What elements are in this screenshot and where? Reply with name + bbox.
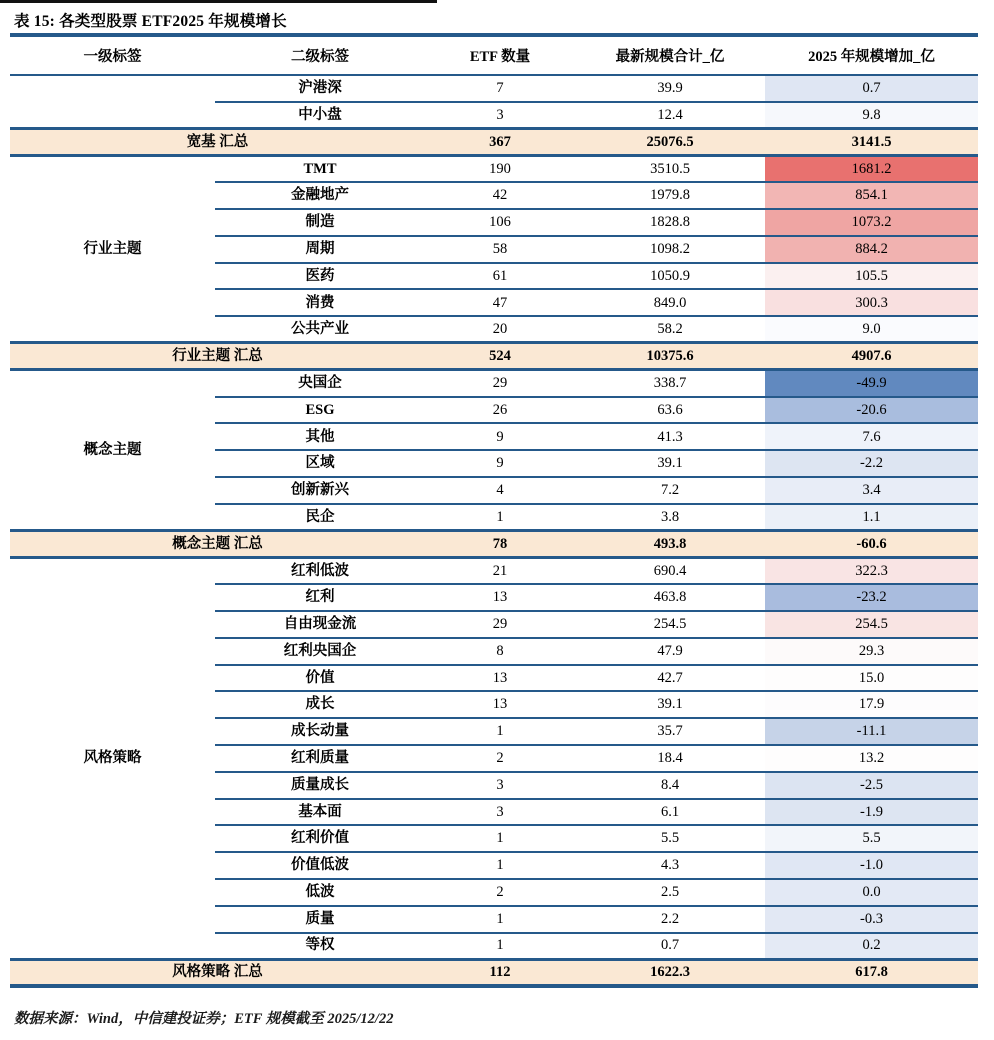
secondary-tag-cell: 等权 [215,933,425,960]
latest-scale-cell: 6.1 [575,799,765,826]
latest-scale-cell: 4.3 [575,852,765,879]
secondary-tag-cell: ESG [215,397,425,424]
growth-heat-cell: 0.2 [765,933,978,960]
column-header-latest-scale: 最新规模合计_亿 [575,35,765,75]
latest-scale-cell: 42.7 [575,665,765,692]
etf-count-cell: 190 [425,155,575,182]
growth-heat-cell: -2.2 [765,450,978,477]
growth-heat-cell: -11.1 [765,718,978,745]
latest-scale-cell: 12.4 [575,102,765,129]
latest-scale-cell: 41.3 [575,423,765,450]
latest-scale-cell: 3510.5 [575,155,765,182]
summary-row [10,531,978,558]
secondary-tag-cell: 质量 [215,906,425,933]
table-row [10,557,978,584]
summary-growth-cell: -60.6 [765,531,978,558]
growth-heat-cell: -0.3 [765,906,978,933]
latest-scale-cell: 338.7 [575,370,765,397]
secondary-tag-cell: 制造 [215,209,425,236]
etf-count-cell: 42 [425,182,575,209]
etf-count-cell: 4 [425,477,575,504]
header-row [10,35,978,75]
growth-heat-cell: 0.0 [765,879,978,906]
etf-scale-growth-table [10,33,978,988]
etf-count-cell: 58 [425,236,575,263]
growth-heat-cell: -1.0 [765,852,978,879]
growth-heat-cell: 3.4 [765,477,978,504]
latest-scale-cell: 1050.9 [575,263,765,290]
cropped-top-border-line [0,0,437,3]
summary-growth-cell: 617.8 [765,959,978,986]
growth-heat-cell: 13.2 [765,745,978,772]
latest-scale-cell: 463.8 [575,584,765,611]
summary-growth-cell: 4907.6 [765,343,978,370]
etf-count-cell: 29 [425,611,575,638]
etf-count-cell: 29 [425,370,575,397]
growth-heat-cell: 7.6 [765,423,978,450]
growth-heat-cell: 1.1 [765,504,978,531]
summary-etf-count-cell: 524 [425,343,575,370]
secondary-tag-cell: 红利质量 [215,745,425,772]
secondary-tag-cell: 质量成长 [215,772,425,799]
growth-heat-cell: 9.0 [765,316,978,343]
growth-heat-cell: 29.3 [765,638,978,665]
etf-count-cell: 9 [425,450,575,477]
etf-count-cell: 1 [425,906,575,933]
growth-heat-cell: 105.5 [765,263,978,290]
summary-label-cell: 概念主题 汇总 [10,531,425,558]
secondary-tag-cell: 医药 [215,263,425,290]
table-row [10,75,978,102]
growth-heat-cell: -1.9 [765,799,978,826]
summary-row [10,129,978,156]
secondary-tag-cell: 基本面 [215,799,425,826]
etf-count-cell: 1 [425,825,575,852]
latest-scale-cell: 690.4 [575,557,765,584]
secondary-tag-cell: 低波 [215,879,425,906]
latest-scale-cell: 0.7 [575,933,765,960]
table-header [10,35,978,75]
table-title: 表 15: 各类型股票 ETF2025 年规模增长 [14,13,287,30]
data-source-note: 数据来源：Wind，中信建投证券；ETF 规模截至 2025/12/22 [14,1011,394,1027]
etf-count-cell: 26 [425,397,575,424]
summary-label-cell: 宽基 汇总 [10,129,425,156]
secondary-tag-cell: 红利价值 [215,825,425,852]
latest-scale-cell: 35.7 [575,718,765,745]
etf-count-cell: 13 [425,691,575,718]
secondary-tag-cell: 央国企 [215,370,425,397]
etf-count-cell: 2 [425,745,575,772]
primary-tag-cell: 风格策略 [83,750,142,767]
etf-count-cell: 7 [425,75,575,102]
secondary-tag-cell: 公共产业 [215,316,425,343]
column-header-etf-count: ETF 数量 [425,35,575,75]
latest-scale-cell: 5.5 [575,825,765,852]
growth-heat-cell: -2.5 [765,772,978,799]
secondary-tag-cell: 价值低波 [215,852,425,879]
secondary-tag-cell: 成长 [215,691,425,718]
etf-count-cell: 13 [425,665,575,692]
latest-scale-cell: 2.2 [575,906,765,933]
etf-count-cell: 2 [425,879,575,906]
latest-scale-cell: 63.6 [575,397,765,424]
summary-latest-scale-cell: 1622.3 [575,959,765,986]
summary-row [10,959,978,986]
summary-label-cell: 行业主题 汇总 [10,343,425,370]
latest-scale-cell: 1098.2 [575,236,765,263]
etf-count-cell: 61 [425,263,575,290]
secondary-tag-cell: 中小盘 [215,102,425,129]
latest-scale-cell: 58.2 [575,316,765,343]
summary-etf-count-cell: 78 [425,531,575,558]
etf-count-cell: 21 [425,557,575,584]
growth-heat-cell: 884.2 [765,236,978,263]
latest-scale-cell: 39.1 [575,691,765,718]
primary-tag-cell: 概念主题 [83,441,142,458]
etf-count-cell: 3 [425,102,575,129]
latest-scale-cell: 7.2 [575,477,765,504]
etf-count-cell: 1 [425,933,575,960]
summary-latest-scale-cell: 10375.6 [575,343,765,370]
secondary-tag-cell: 自由现金流 [215,611,425,638]
etf-count-cell: 47 [425,289,575,316]
etf-count-cell: 9 [425,423,575,450]
secondary-tag-cell: 区域 [215,450,425,477]
primary-tag-cell: 行业主题 [83,240,142,257]
latest-scale-cell: 254.5 [575,611,765,638]
growth-heat-cell: 854.1 [765,182,978,209]
secondary-tag-cell: 创新新兴 [215,477,425,504]
growth-heat-cell: 15.0 [765,665,978,692]
secondary-tag-cell: 民企 [215,504,425,531]
growth-heat-cell: 1681.2 [765,155,978,182]
growth-heat-cell: 5.5 [765,825,978,852]
latest-scale-cell: 3.8 [575,504,765,531]
etf-count-cell: 1 [425,504,575,531]
secondary-tag-cell: 金融地产 [215,182,425,209]
secondary-tag-cell: 消费 [215,289,425,316]
column-header-primary-tag: 一级标签 [10,35,215,75]
latest-scale-cell: 47.9 [575,638,765,665]
summary-etf-count-cell: 367 [425,129,575,156]
latest-scale-cell: 1828.8 [575,209,765,236]
latest-scale-cell: 2.5 [575,879,765,906]
growth-heat-cell: 1073.2 [765,209,978,236]
secondary-tag-cell: 红利 [215,584,425,611]
primary-tag-cell [10,75,215,129]
growth-heat-cell: -23.2 [765,584,978,611]
latest-scale-cell: 18.4 [575,745,765,772]
growth-heat-cell: 322.3 [765,557,978,584]
etf-count-cell: 1 [425,718,575,745]
latest-scale-cell: 39.9 [575,75,765,102]
secondary-tag-cell: 红利低波 [215,557,425,584]
secondary-tag-cell: TMT [215,155,425,182]
growth-heat-cell: 9.8 [765,102,978,129]
growth-heat-cell: 17.9 [765,691,978,718]
summary-latest-scale-cell: 493.8 [575,531,765,558]
latest-scale-cell: 39.1 [575,450,765,477]
growth-heat-cell: 254.5 [765,611,978,638]
summary-latest-scale-cell: 25076.5 [575,129,765,156]
table-body [10,75,978,986]
growth-heat-cell: -20.6 [765,397,978,424]
table-row [10,370,978,397]
growth-heat-cell: 300.3 [765,289,978,316]
etf-count-cell: 3 [425,772,575,799]
summary-row [10,343,978,370]
summary-etf-count-cell: 112 [425,959,575,986]
growth-heat-cell: -49.9 [765,370,978,397]
etf-count-cell: 8 [425,638,575,665]
etf-count-cell: 3 [425,799,575,826]
secondary-tag-cell: 成长动量 [215,718,425,745]
column-header-2025-growth: 2025 年规模增加_亿 [765,35,978,75]
secondary-tag-cell: 红利央国企 [215,638,425,665]
latest-scale-cell: 1979.8 [575,182,765,209]
etf-count-cell: 13 [425,584,575,611]
growth-heat-cell: 0.7 [765,75,978,102]
latest-scale-cell: 849.0 [575,289,765,316]
etf-count-cell: 20 [425,316,575,343]
latest-scale-cell: 8.4 [575,772,765,799]
etf-count-cell: 106 [425,209,575,236]
column-header-secondary-tag: 二级标签 [215,35,425,75]
table-row [10,155,978,182]
summary-growth-cell: 3141.5 [765,129,978,156]
summary-label-cell: 风格策略 汇总 [10,959,425,986]
secondary-tag-cell: 价值 [215,665,425,692]
secondary-tag-cell: 周期 [215,236,425,263]
etf-count-cell: 1 [425,852,575,879]
secondary-tag-cell: 其他 [215,423,425,450]
secondary-tag-cell: 沪港深 [215,75,425,102]
